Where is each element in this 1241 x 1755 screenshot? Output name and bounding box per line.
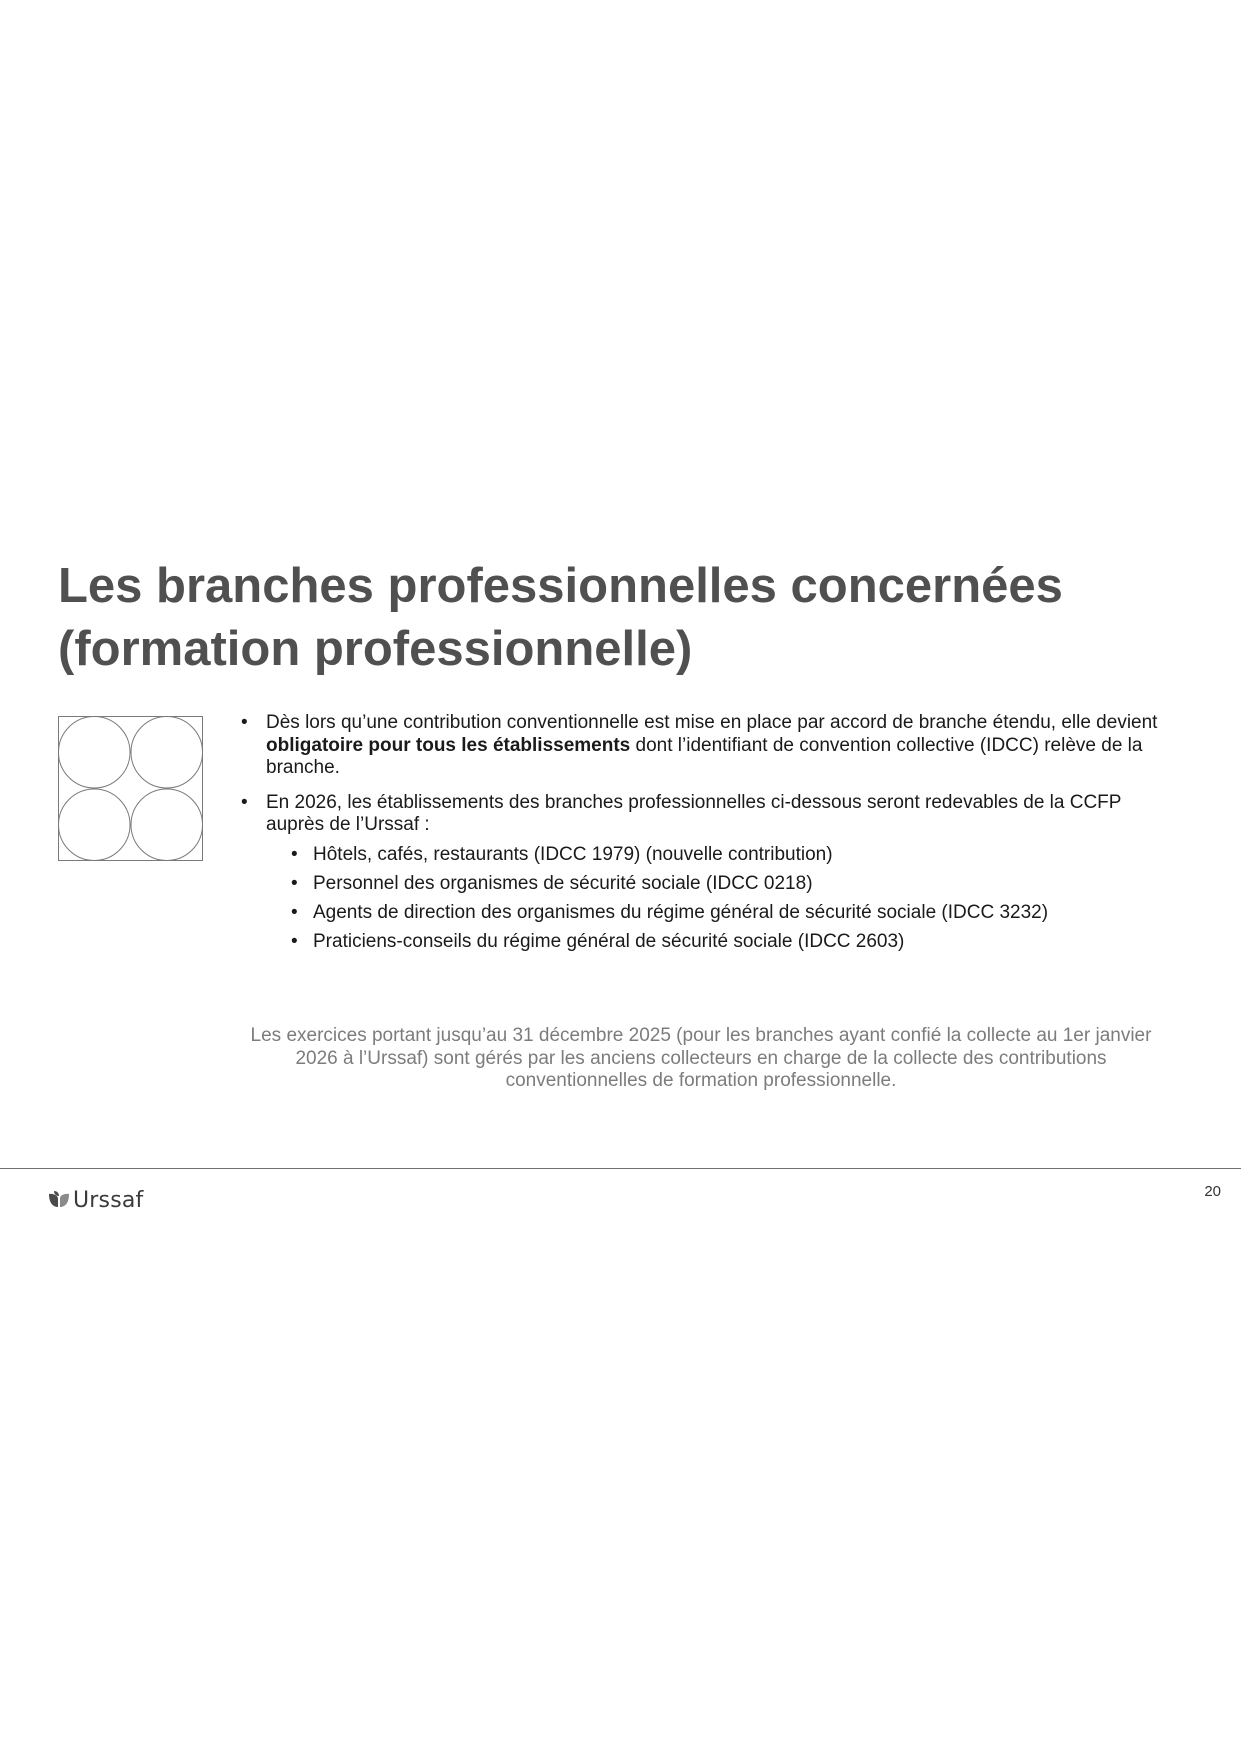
sub-bullet-item: • Agents de direction des organismes du régime général de sécurité sociale (IDCC 3232)	[266, 902, 1161, 925]
page-title-line-2: (formation professionnelle)	[58, 622, 693, 676]
bullet-list	[241, 712, 1161, 953]
urssaf-logo	[48, 1185, 144, 1215]
footer-divider	[0, 1168, 1241, 1169]
urssaf-logo-icon	[48, 1190, 70, 1210]
footnote: Les exercices portant jusqu’au 31 décembre 2025 (pour les branches ayant confié la collecte au 1er janvier 2026 à l’Urssaf) sont gérés par les anciens collecteurs en charge de la collecte des contributions conventionnelles de formation professionnelle.	[250, 1025, 1152, 1091]
bullet-item	[241, 792, 1161, 954]
sub-bullet-list	[266, 844, 1161, 954]
urssaf-logo-text: Urssaf	[73, 1187, 144, 1213]
bullet-text-end: dont l’identifiant de convention collective (IDCC) relève de la branche.	[266, 734, 1143, 778]
sub-bullet-item: • Personnel des organismes de sécurité sociale (IDCC 0218)	[266, 873, 1161, 896]
body-content	[241, 712, 1161, 965]
sub-bullet-item: • Hôtels, cafés, restaurants (IDCC 1979) (nouvelle contribution)	[266, 844, 1161, 867]
page-number: 20	[1204, 1183, 1221, 1200]
bullet-text-start: Dès lors qu’une contribution conventionnelle est mise en place par accord de branche étendu, elle devient	[266, 712, 1158, 733]
bullet-item	[241, 712, 1161, 780]
page-title-line-1: Les branches professionnelles concernées	[58, 559, 1063, 613]
page-title	[58, 555, 1178, 681]
bullet-text: En 2026, les établissements des branches professionnelles ci-dessous seront redevables de la CCFP auprès de l’Urssaf :	[266, 791, 1122, 835]
sub-bullet-item: • Praticiens-conseils du régime général de sécurité sociale (IDCC 2603)	[266, 931, 1161, 954]
bullet-text-bold: obligatoire pour tous les établissements	[266, 734, 631, 756]
four-circles-grid-icon	[58, 716, 203, 861]
